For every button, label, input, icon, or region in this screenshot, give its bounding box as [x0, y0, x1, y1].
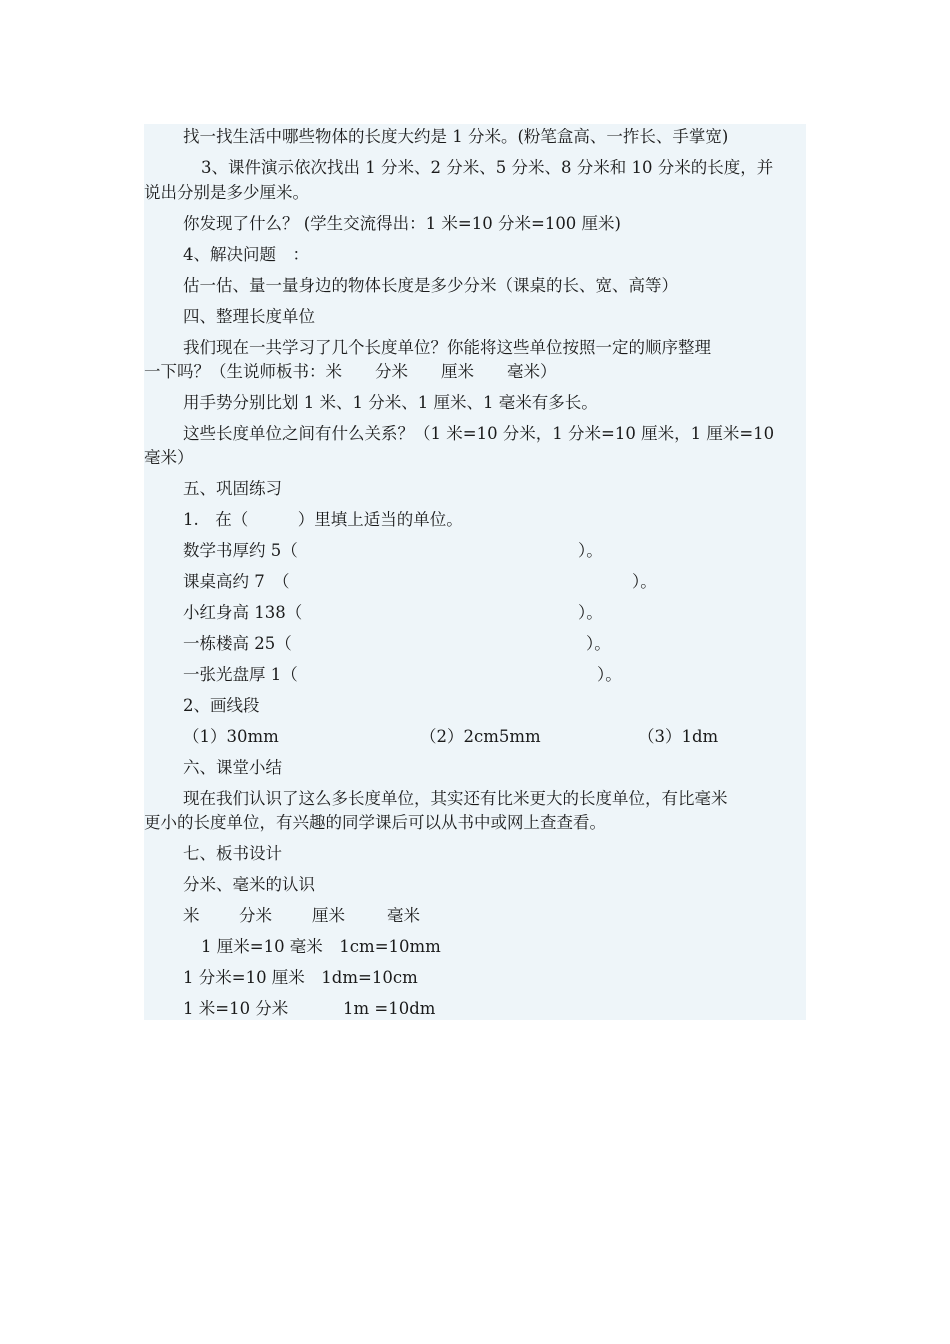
- unit-label: 米: [183, 906, 200, 925]
- segment-item-3: （3）1dm: [638, 727, 719, 746]
- formula-en: 1m =10dm: [343, 999, 436, 1018]
- section-heading: 五、巩固练习: [183, 479, 282, 498]
- exercise-text: 数学书厚约 5（: [183, 541, 298, 560]
- exercise-title: 1. 在（ ）里填上适当的单位。: [183, 510, 463, 529]
- segment-item-2: （2）2cm5mm: [420, 727, 541, 746]
- paragraph: 找一找生活中哪些物体的长度大约是 1 分米。(粉笔盒高、一拃长、手掌宽): [183, 127, 729, 146]
- exercise-text: 一栋楼高 25（: [183, 634, 292, 653]
- exercise-blank-end: ）。: [597, 665, 622, 684]
- unit-label: 分米: [239, 906, 272, 925]
- paragraph: 现在我们认识了这么多长度单位，其实还有比米更大的长度单位，有比毫米: [183, 789, 728, 808]
- paragraph: 4、解决问题 ：: [183, 245, 309, 264]
- paragraph-continuation: 说出分别是多少厘米。: [144, 183, 309, 202]
- exercise-title: 2、画线段: [183, 696, 260, 715]
- paragraph: 你发现了什么？ (学生交流得出：1 米=10 分米=100 厘米): [183, 214, 621, 233]
- board-formula: 1 分米=10 厘米 1dm=10cm: [183, 968, 418, 987]
- exercise-text: 课桌高约 7 （: [183, 572, 290, 591]
- section-heading: 六、课堂小结: [183, 758, 282, 777]
- section-heading: 四、整理长度单位: [183, 307, 315, 326]
- exercise-blank-end: ）。: [632, 572, 657, 591]
- exercise-text: 一张光盘厚 1（: [183, 665, 298, 684]
- section-heading: 七、板书设计: [183, 844, 282, 863]
- unit-label: 厘米: [312, 906, 345, 925]
- paragraph-continuation: 一下吗？（生说师板书：米 分米 厘米 毫米）: [144, 362, 557, 381]
- board-formula: 1 厘米=10 毫米 1cm=10mm: [201, 937, 441, 956]
- unit-label: 毫米: [387, 906, 420, 925]
- board-title: 分米、毫米的认识: [183, 875, 315, 894]
- paragraph-continuation: 毫米）: [144, 448, 194, 467]
- document-body: [144, 124, 806, 1020]
- paragraph: 用手势分别比划 1 米、1 分米、1 厘米、1 毫米有多长。: [183, 393, 598, 412]
- paragraph: 估一估、量一量身边的物体长度是多少分米（课桌的长、宽、高等）: [183, 276, 678, 295]
- exercise-text: 小红身高 138（: [183, 603, 303, 622]
- paragraph-continuation: 更小的长度单位，有兴趣的同学课后可以从书中或网上查查看。: [144, 813, 606, 832]
- paragraph: 我们现在一共学习了几个长度单位？你能将这些单位按照一定的顺序整理: [183, 338, 711, 357]
- exercise-blank-end: ）。: [578, 541, 603, 560]
- exercise-blank-end: ）。: [578, 603, 603, 622]
- exercise-blank-end: ）。: [586, 634, 611, 653]
- formula-cn: 1 米=10 分米: [183, 999, 289, 1018]
- segment-item-1: （1）30mm: [183, 727, 279, 746]
- paragraph: 这些长度单位之间有什么关系？（1 米=10 分米，1 分米=10 厘米，1 厘米=10: [183, 424, 775, 443]
- paragraph: 3、课件演示依次找出 1 分米、2 分米、5 分米、8 分米和 10 分米的长度，并: [201, 158, 774, 177]
